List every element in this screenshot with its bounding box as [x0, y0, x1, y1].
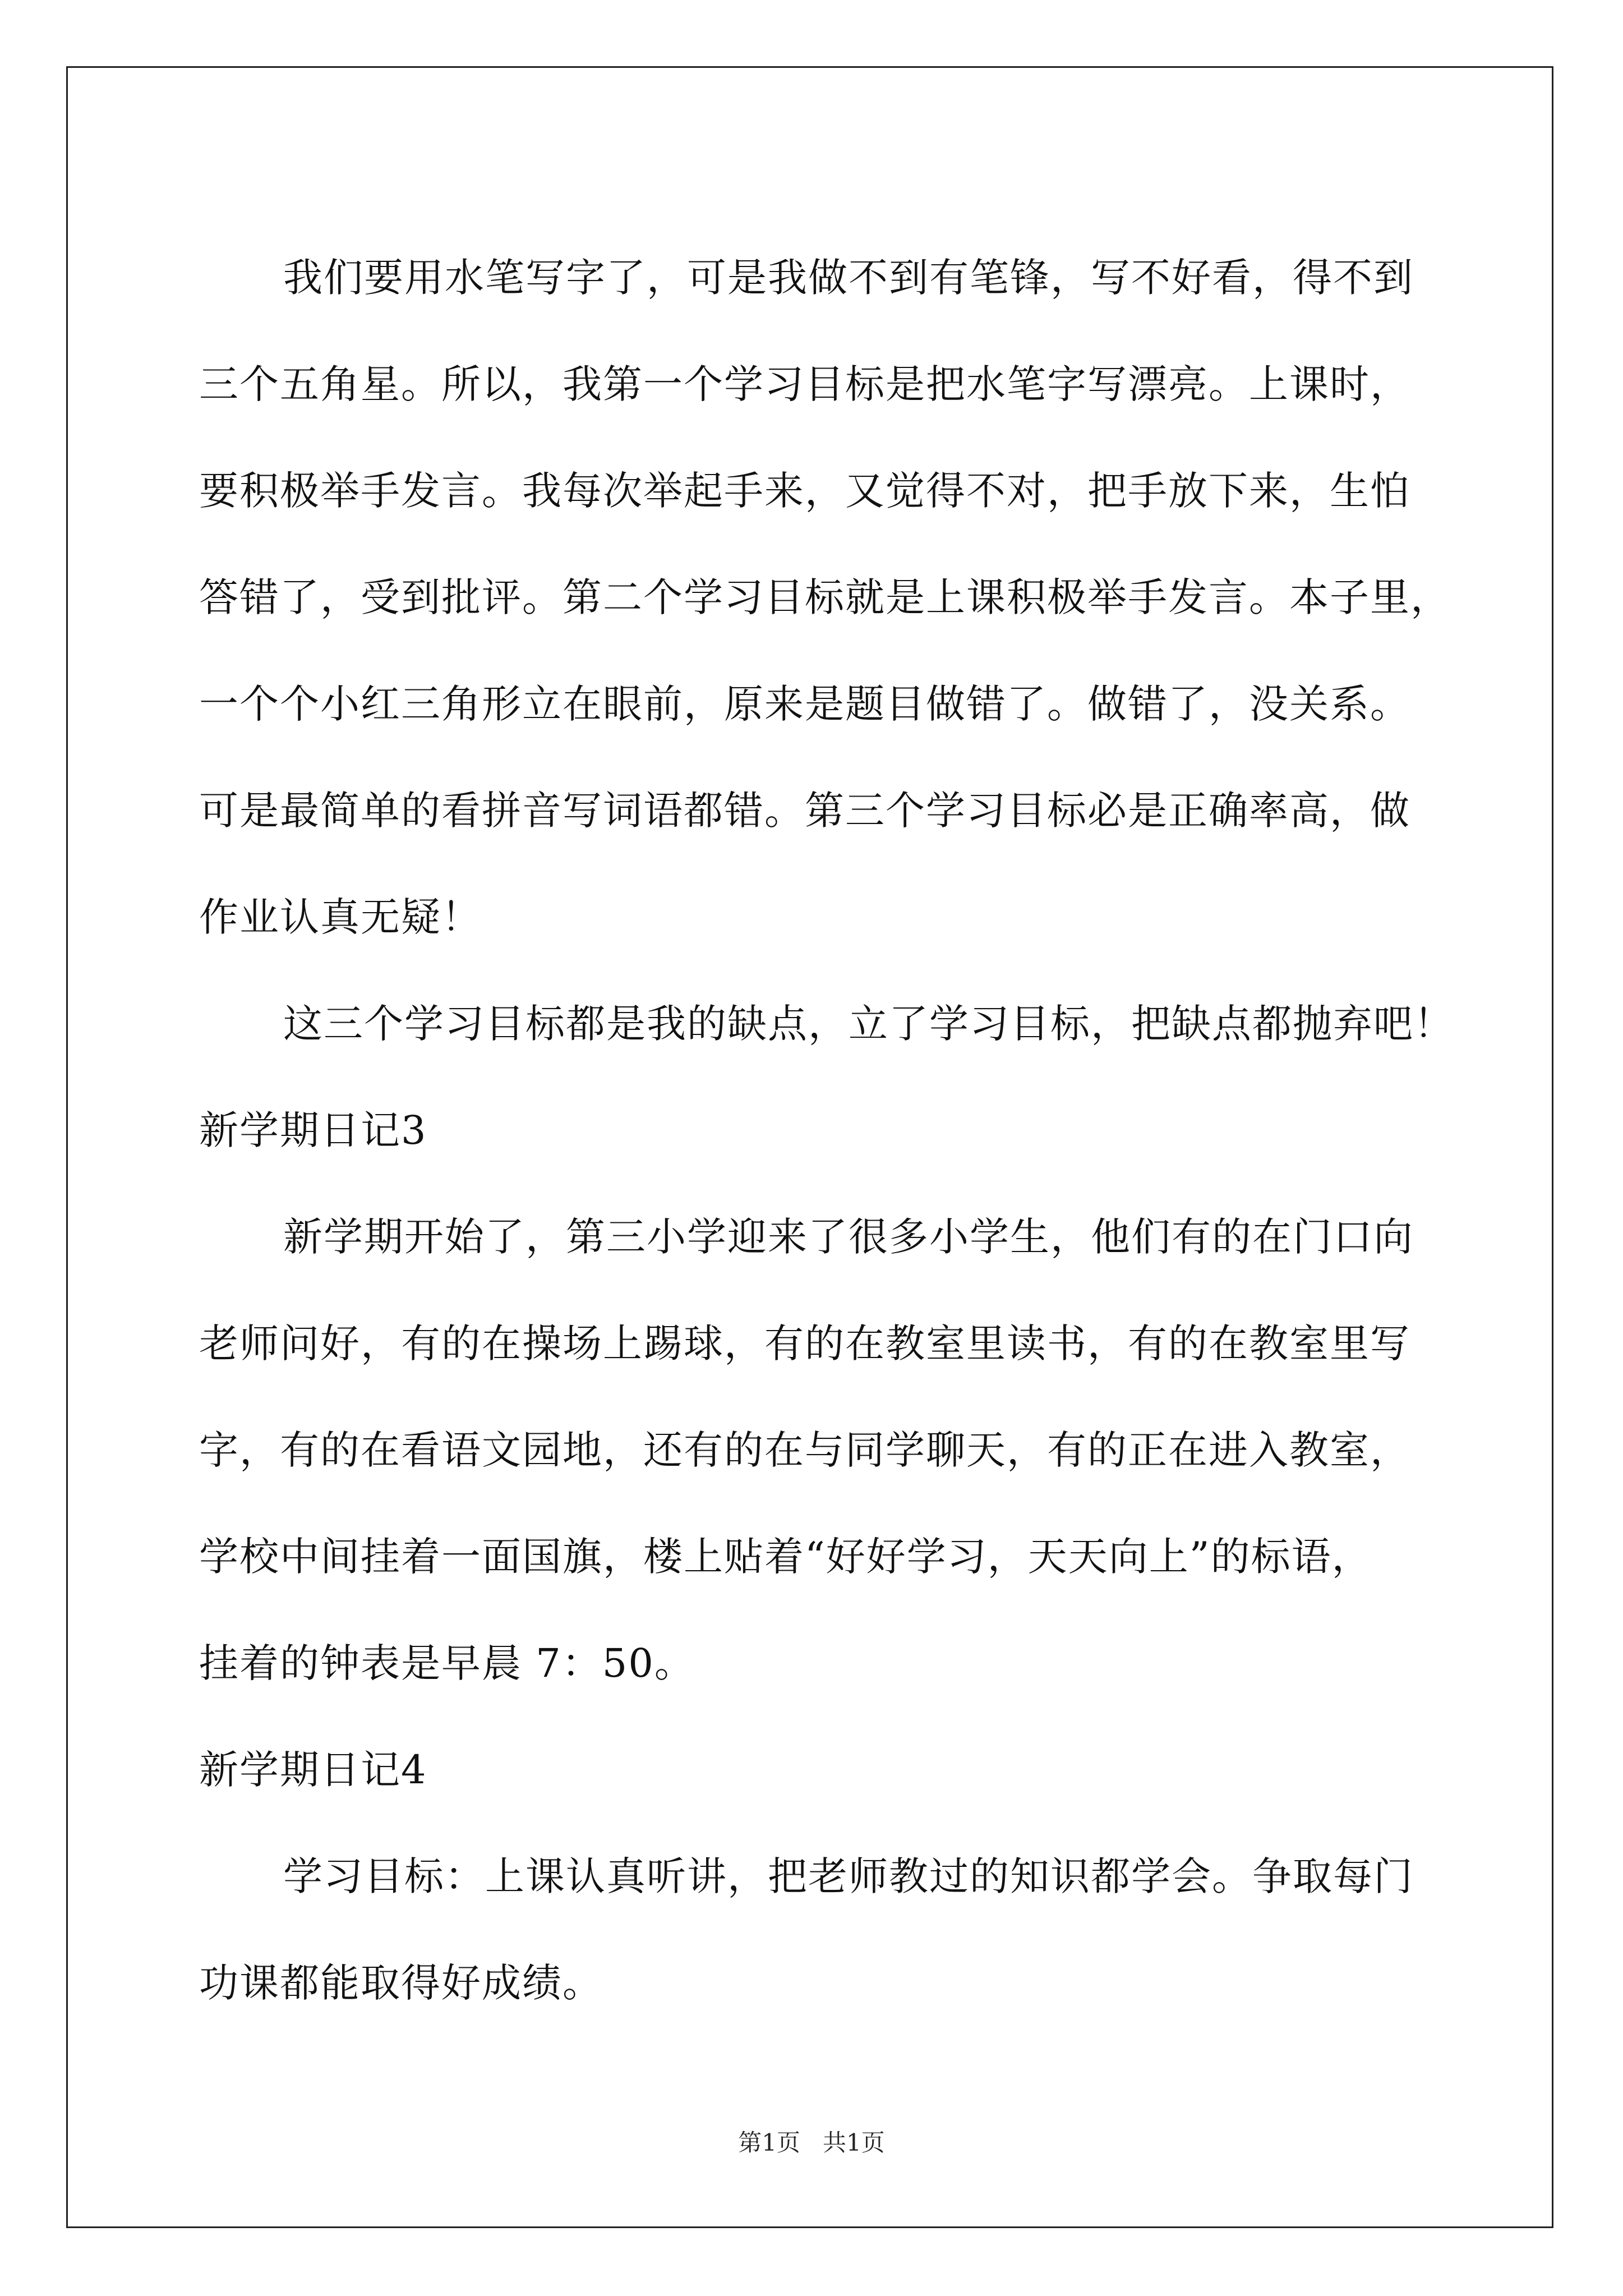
- page-total: 共1页: [823, 2129, 885, 2156]
- paragraph-line: 老师问好，有的在操场上踢球，有的在教室里读书，有的在教室里写: [199, 1320, 1410, 1366]
- paragraph-line: 三个五角星。所以，我第一个学习目标是把水笔字写漂亮。上课时，: [199, 361, 1410, 407]
- paragraph-line: 这三个学习目标都是我的缺点，立了学习目标，把缺点都抛弃吧！: [283, 1001, 1454, 1047]
- section-heading: 新学期日记3: [199, 1107, 427, 1153]
- section-heading: 新学期日记4: [199, 1747, 427, 1793]
- paragraph-line: 要积极举手发言。我每次举起手来，又觉得不对，把手放下来，生怕: [199, 468, 1410, 514]
- document-body: [199, 224, 1454, 2036]
- paragraph-line: 字，有的在看语文园地，还有的在与同学聊天，有的正在进入教室，: [199, 1427, 1410, 1473]
- paragraph-line: 答错了，受到批评。第二个学习目标就是上课积极举手发言。本子里，: [199, 574, 1451, 620]
- paragraph-line: 作业认真无疑！: [199, 894, 482, 940]
- page-number: 第1页: [738, 2129, 800, 2156]
- paragraph-line: 学习目标：上课认真听讲，把老师教过的知识都学会。争取每门: [283, 1853, 1414, 1899]
- paragraph-line: 我们要用水笔写字了，可是我做不到有笔锋，写不好看，得不到: [283, 255, 1414, 301]
- paragraph-line: 一个个小红三角形立在眼前，原来是题目做错了。做错了，没关系。: [199, 681, 1410, 727]
- page-footer: [0, 2126, 1623, 2160]
- paragraph-line: 学校中间挂着一面国旗，楼上贴着“好好学习，天天向上”的标语，: [199, 1534, 1372, 1580]
- paragraph-line: 功课都能取得好成绩。: [199, 1960, 603, 2006]
- paragraph-line: 可是最简单的看拼音写词语都错。第三个学习目标必是正确率高，做: [199, 788, 1410, 834]
- paragraph-line: 挂着的钟表是早晨 7：50。: [199, 1640, 695, 1686]
- paragraph-line: 新学期开始了，第三小学迎来了很多小学生，他们有的在门口向: [283, 1214, 1414, 1260]
